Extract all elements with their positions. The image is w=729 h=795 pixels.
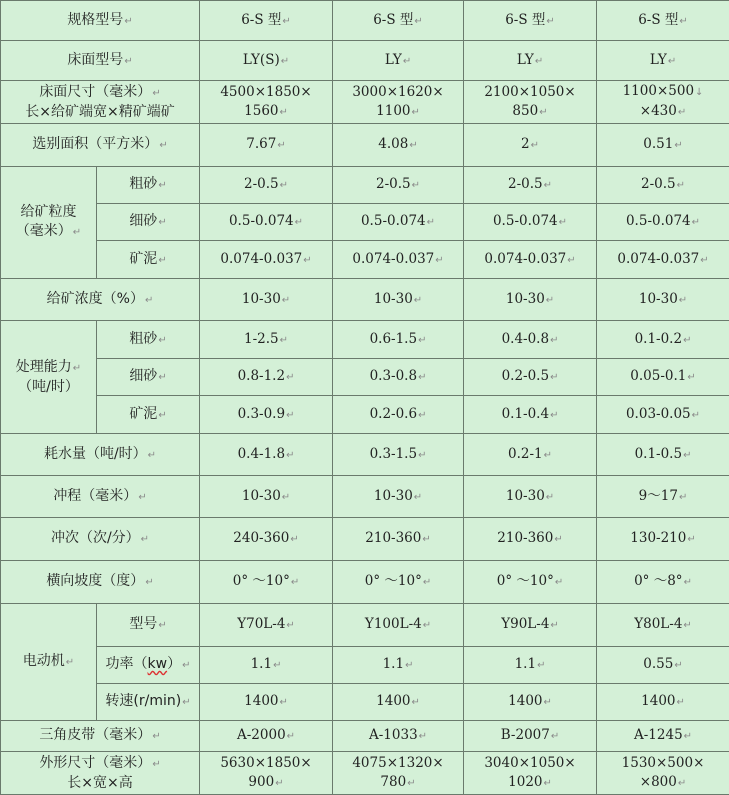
cell-capacity-coarse-1: 1-2.5↵ — [200, 321, 333, 359]
cell-stroke-2: 10-30↵ — [333, 476, 464, 518]
label-outer: 外形尺寸（毫米）↵ 长×宽×高 — [1, 752, 200, 795]
cell-bed-size-2: 3000×1620× 1100↵ — [333, 81, 464, 124]
cell-bed-model-1: LY(S)↵ — [200, 41, 333, 81]
cell-area-3: 2↵ — [464, 124, 597, 167]
label-water: 耗水量（吨/时）↵ — [1, 434, 200, 476]
cell-feed-slime-3: 0.074-0.037↵ — [464, 241, 597, 279]
row-capacity-coarse — [1, 321, 729, 359]
label-freq: 冲次（次/分）↵ — [1, 518, 200, 561]
cell-motor-model-3: Y90L-4↵ — [464, 604, 597, 647]
cell-freq-2: 210-360↵ — [333, 518, 464, 561]
cell-belt-3: B-2007↵ — [464, 721, 597, 752]
cell-slope-1: 0° ～10°↵ — [200, 561, 333, 604]
label-area: 选别面积（平方米）↵ — [1, 124, 200, 167]
row-feed-size-coarse — [1, 167, 729, 204]
sublabel-coarse: 粗砂↵ — [97, 167, 200, 204]
label-density: 给矿浓度（%）↵ — [1, 279, 200, 321]
cell-motor-power-2: 1.1↵ — [333, 647, 464, 684]
cell-motor-model-1: Y70L-4↵ — [200, 604, 333, 647]
cell-outer-4: 1530×500× ×800↵ — [597, 752, 729, 795]
cell-stroke-4: 9～17↵ — [597, 476, 729, 518]
row-motor-power — [1, 647, 729, 684]
cell-area-2: 4.08↵ — [333, 124, 464, 167]
row-feed-size-fine — [1, 204, 729, 241]
cell-capacity-fine-2: 0.3-0.8↵ — [333, 359, 464, 396]
row-motor-model — [1, 604, 729, 647]
sublabel-slime: 矿泥↵ — [97, 241, 200, 279]
cell-outer-1: 5630×1850× 900↵ — [200, 752, 333, 795]
row-capacity-slime — [1, 396, 729, 434]
cell-stroke-3: 10-30↵ — [464, 476, 597, 518]
label-capacity: 处理能力↵ （吨/时） — [1, 321, 97, 434]
row-slope — [1, 561, 729, 604]
sublabel-motor-model: 型号↵ — [97, 604, 200, 647]
row-feed-size-slime — [1, 241, 729, 279]
row-density — [1, 279, 729, 321]
sublabel-capacity-coarse: 粗砂↵ — [97, 321, 200, 359]
row-belt — [1, 721, 729, 752]
cell-belt-2: A-1033↵ — [333, 721, 464, 752]
label-belt: 三角皮带（毫米）↵ — [1, 721, 200, 752]
cell-slope-3: 0° ～10°↵ — [464, 561, 597, 604]
cell-capacity-slime-1: 0.3-0.9↵ — [200, 396, 333, 434]
cell-bed-model-3: LY↵ — [464, 41, 597, 81]
cell-motor-speed-3: 1400↵ — [464, 684, 597, 721]
cell-motor-power-4: 0.55↵ — [597, 647, 729, 684]
label-feed-size: 给矿粒度 （毫米）↵ — [1, 167, 97, 279]
cell-capacity-coarse-3: 0.4-0.8↵ — [464, 321, 597, 359]
row-bed-model — [1, 41, 729, 81]
cell-bed-model-4: LY↵ — [597, 41, 729, 81]
cell-feed-slime-1: 0.074-0.037↵ — [200, 241, 333, 279]
cell-bed-size-1: 4500×1850× 1560↵ — [200, 81, 333, 124]
cell-capacity-fine-4: 0.05-0.1↵ — [597, 359, 729, 396]
cell-feed-coarse-4: 2-0.5↵ — [597, 167, 729, 204]
cell-density-1: 10-30↵ — [200, 279, 333, 321]
row-capacity-fine — [1, 359, 729, 396]
cell-bed-model-2: LY↵ — [333, 41, 464, 81]
cell-bed-size-3: 2100×1050× 850↵ — [464, 81, 597, 124]
cell-spec-1: 6-S 型↵ — [200, 1, 333, 41]
cell-freq-3: 210-360↵ — [464, 518, 597, 561]
cell-feed-slime-4: 0.074-0.037↵ — [597, 241, 729, 279]
cell-capacity-coarse-4: 0.1-0.2↵ — [597, 321, 729, 359]
sublabel-motor-speed: 转速(r/min)↵ — [97, 684, 200, 721]
label-slope: 横向坡度（度）↵ — [1, 561, 200, 604]
cell-feed-fine-2: 0.5-0.074↵ — [333, 204, 464, 241]
sublabel-motor-power: 功率（kw）↵ — [97, 647, 200, 684]
cell-belt-1: A-2000↵ — [200, 721, 333, 752]
sublabel-fine: 细砂↵ — [97, 204, 200, 241]
cell-motor-speed-1: 1400↵ — [200, 684, 333, 721]
cell-motor-speed-4: 1400↵ — [597, 684, 729, 721]
cell-water-1: 0.4-1.8↵ — [200, 434, 333, 476]
cell-spec-3: 6-S 型↵ — [464, 1, 597, 41]
row-stroke — [1, 476, 729, 518]
cell-belt-4: A-1245↵ — [597, 721, 729, 752]
cell-freq-4: 130-210↵ — [597, 518, 729, 561]
row-outer — [1, 752, 729, 795]
label-bed-size: 床面尺寸（毫米）↵ 长×给矿端宽×精矿端矿 — [1, 81, 200, 124]
cell-water-2: 0.3-1.5↵ — [333, 434, 464, 476]
cell-slope-2: 0° ～10°↵ — [333, 561, 464, 604]
sublabel-capacity-slime: 矿泥↵ — [97, 396, 200, 434]
row-bed-size — [1, 81, 729, 124]
cell-motor-model-2: Y100L-4↵ — [333, 604, 464, 647]
cell-water-3: 0.2-1↵ — [464, 434, 597, 476]
cell-capacity-slime-4: 0.03-0.05↵ — [597, 396, 729, 434]
cell-motor-power-1: 1.1↵ — [200, 647, 333, 684]
cell-capacity-slime-2: 0.2-0.6↵ — [333, 396, 464, 434]
cell-capacity-fine-3: 0.2-0.5↵ — [464, 359, 597, 396]
cell-density-2: 10-30↵ — [333, 279, 464, 321]
cell-feed-fine-1: 0.5-0.074↵ — [200, 204, 333, 241]
cell-capacity-slime-3: 0.1-0.4↵ — [464, 396, 597, 434]
cell-area-1: 7.67↵ — [200, 124, 333, 167]
cell-area-4: 0.51↵ — [597, 124, 729, 167]
row-area — [1, 124, 729, 167]
cell-density-4: 10-30↵ — [597, 279, 729, 321]
cell-feed-fine-3: 0.5-0.074↵ — [464, 204, 597, 241]
cell-density-3: 10-30↵ — [464, 279, 597, 321]
cell-spec-4: 6-S 型↵ — [597, 1, 729, 41]
row-freq — [1, 518, 729, 561]
label-motor: 电动机↵ — [1, 604, 97, 721]
label-bed-model: 床面型号↵ — [1, 41, 200, 81]
cell-stroke-1: 10-30↵ — [200, 476, 333, 518]
label-spec: 规格型号↵ — [1, 1, 200, 41]
cell-freq-1: 240-360↵ — [200, 518, 333, 561]
cell-outer-3: 3040×1050× 1020↵ — [464, 752, 597, 795]
cell-bed-size-4: 1100×500↓ ×430↵ — [597, 81, 729, 124]
cell-feed-coarse-3: 2-0.5↵ — [464, 167, 597, 204]
cell-water-4: 0.1-0.5↵ — [597, 434, 729, 476]
cell-slope-4: 0° ～8°↵ — [597, 561, 729, 604]
cell-motor-power-3: 1.1↵ — [464, 647, 597, 684]
label-stroke: 冲程（毫米）↵ — [1, 476, 200, 518]
cell-feed-slime-2: 0.074-0.037↵ — [333, 241, 464, 279]
cell-capacity-fine-1: 0.8-1.2↵ — [200, 359, 333, 396]
cell-feed-fine-4: 0.5-0.074↵ — [597, 204, 729, 241]
sublabel-capacity-fine: 细砂↵ — [97, 359, 200, 396]
row-spec — [1, 1, 729, 41]
cell-motor-model-4: Y80L-4↵ — [597, 604, 729, 647]
row-motor-speed — [1, 684, 729, 721]
cell-capacity-coarse-2: 0.6-1.5↵ — [333, 321, 464, 359]
cell-outer-2: 4075×1320× 780↵ — [333, 752, 464, 795]
row-water — [1, 434, 729, 476]
cell-motor-speed-2: 1400↵ — [333, 684, 464, 721]
cell-feed-coarse-2: 2-0.5↵ — [333, 167, 464, 204]
cell-spec-2: 6-S 型↵ — [333, 1, 464, 41]
cell-feed-coarse-1: 2-0.5↵ — [200, 167, 333, 204]
